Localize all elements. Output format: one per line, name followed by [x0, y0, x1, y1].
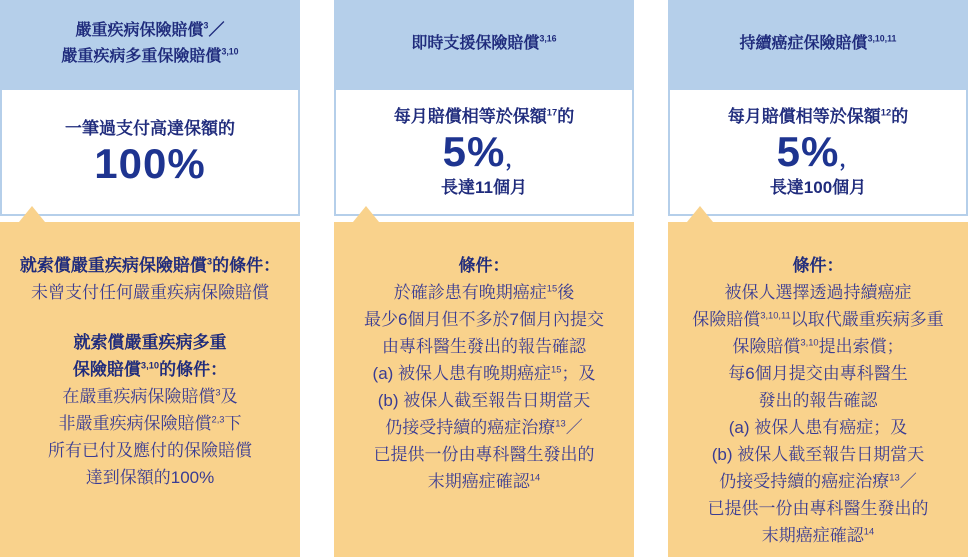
- benefit-amount-value: [443, 129, 526, 175]
- condition-line: 末期癌症確認$^{14}$: [427, 472, 541, 491]
- condition-line: (a) 被保人患有癌症；及: [728, 418, 908, 437]
- condition-spacer: [0, 306, 300, 329]
- condition-line: 由專科醫生發出的報告確認: [382, 337, 586, 356]
- conditions-panel: [668, 222, 968, 557]
- condition-line: (b) 被保人截至報告日期當天: [711, 445, 925, 464]
- benefit-duration: 長達100個月: [769, 177, 867, 197]
- benefit-amount-value: [777, 129, 860, 175]
- pointer-triangle-icon: [19, 206, 45, 222]
- condition-line: 被保人選擇透過持續癌症: [724, 283, 912, 302]
- benefit-amount-caption: 一筆過支付高達保額的: [65, 119, 235, 138]
- condition-line: 保險賠償$^{3,10}$的條件：: [72, 360, 228, 379]
- column-continuous-cancer: [668, 0, 968, 557]
- condition-line: 所有已付及應付的保險賠償: [48, 441, 252, 460]
- conditions-panel: [0, 222, 300, 557]
- condition-line: 已提供一份由專科醫生發出的: [707, 499, 929, 518]
- condition-line: 仍接受持續的癌症治療$^{13}$／: [719, 472, 917, 491]
- benefit-amount-caption: 每月賠償相等於保額$^{17}$的: [393, 106, 575, 126]
- benefit-amount-number: 5%: [776, 127, 840, 175]
- condition-line: 發出的報告確認: [758, 391, 878, 410]
- condition-line: 仍接受持續的癌症治療$^{13}$／: [385, 418, 583, 437]
- benefit-amount-number: 100%: [94, 140, 206, 187]
- benefit-amount-comma: ，: [839, 148, 860, 171]
- benefit-amount-number: 5%: [442, 127, 506, 175]
- benefit-duration: 長達11個月: [441, 177, 527, 197]
- column-instant-support: [334, 0, 634, 557]
- header-line: 持續癌症保險賠償$^{3,10,11}$: [739, 33, 897, 52]
- conditions-panel: [334, 222, 634, 557]
- condition-line: 保險賠償$^{3,10,11}$以取代嚴重疾病多重: [692, 310, 944, 329]
- benefit-header-critical-illness: [0, 0, 300, 88]
- condition-line: 最少6個月但不多於7個月內提交: [364, 310, 604, 329]
- pointer-triangle-icon: [353, 206, 379, 222]
- column-critical-illness: [0, 0, 300, 557]
- benefit-amount-comma: ，: [505, 148, 526, 171]
- benefit-amount-caption: 每月賠償相等於保額$^{12}$的: [727, 106, 909, 126]
- condition-line: 就索償嚴重疾病保險賠償$^3$的條件：: [19, 256, 281, 275]
- condition-line: 就索償嚴重疾病多重: [73, 333, 227, 352]
- benefit-amount-panel: [668, 88, 968, 216]
- condition-line: 達到保額的100%: [85, 468, 215, 487]
- condition-line: (a) 被保人患有晚期癌症$^{15}$；及: [372, 364, 596, 383]
- header-line: 嚴重疾病保險賠償$^3$／: [75, 20, 225, 39]
- condition-line: 條件：: [792, 256, 844, 275]
- header-line: 嚴重疾病多重保險賠償$^{3,10}$: [61, 46, 239, 65]
- benefit-amount-panel: [0, 88, 300, 216]
- condition-line: 每6個月提交由專科醫生: [728, 364, 908, 383]
- condition-line: 保險賠償$^{3,10}$提出索償；: [732, 337, 904, 356]
- benefit-amount-panel: [334, 88, 634, 216]
- pointer-triangle-icon: [687, 206, 713, 222]
- condition-line: 條件：: [458, 256, 510, 275]
- condition-line: 末期癌症確認$^{14}$: [761, 526, 875, 545]
- condition-line: 已提供一份由專科醫生發出的: [373, 445, 595, 464]
- condition-line: 未曾支付任何嚴重疾病保險賠償: [31, 283, 269, 302]
- condition-line: 在嚴重疾病保險賠償$^3$及: [62, 387, 238, 406]
- benefit-header-continuous-cancer: [668, 0, 968, 88]
- benefit-amount-value: [94, 141, 205, 187]
- condition-line: (b) 被保人截至報告日期當天: [377, 391, 591, 410]
- header-line: 即時支援保險賠償$^{3,16}$: [411, 33, 557, 52]
- condition-line: 於確診患有晚期癌症$^{15}$後: [393, 283, 575, 302]
- condition-line: 非嚴重疾病保險賠償$^{2,3}$下: [58, 414, 242, 433]
- benefit-header-instant-support: [334, 0, 634, 88]
